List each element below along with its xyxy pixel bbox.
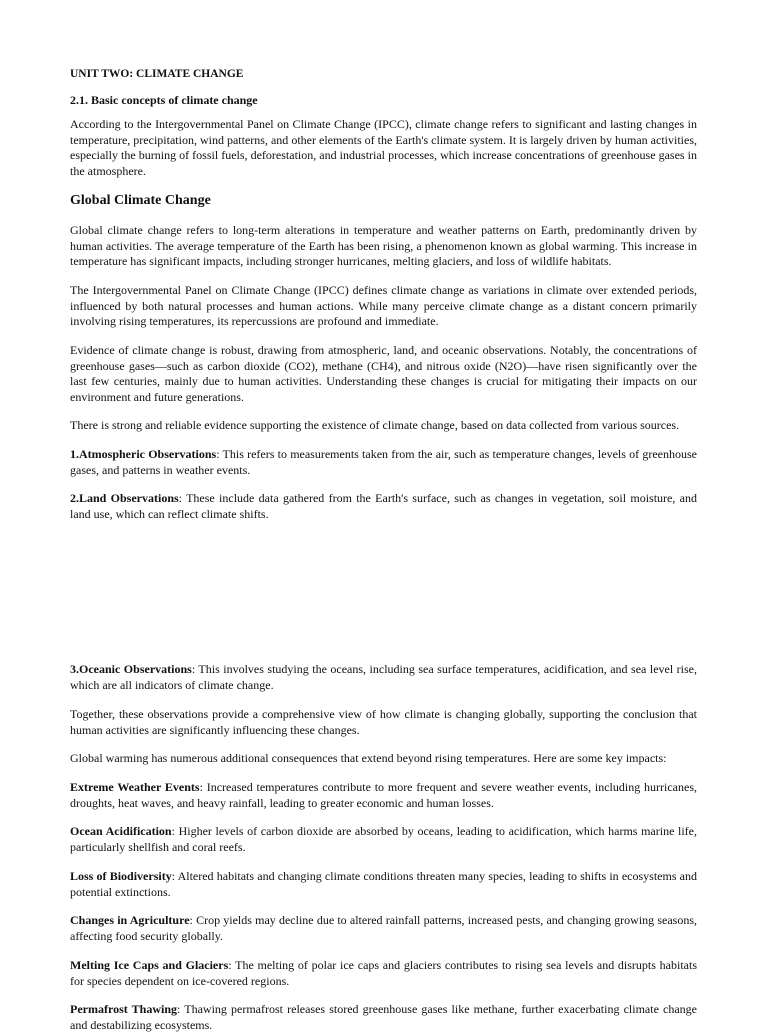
impact-term: Changes in Agriculture [70,913,190,927]
impact-text: : Crop yields may decline due to altered rainfall patterns, increased pests, and changing growing seasons, affecting food security globally. [70,913,698,943]
impact-text: : Altered habitats and changing climate conditions threaten many species, leading to shifts in ecosystems and potential extinctions. [70,869,697,899]
impact-melting-ice [70,958,697,989]
impact-term: Extreme Weather Events [70,780,200,794]
paragraph-ipcc-definition: The Intergovernmental Panel on Climate Change (IPCC) defines climate change as variations in climate over extended periods, influenced by both natural processes and human actions. While many perceive climate change as a distant concern primarily involving rising temperatures, its repercussions are profound and immediate. [70,283,697,329]
impact-text: : The melting of polar ice caps and glaciers contributes to rising sea levels and disrupts habitats for species dependent on ice-covered regions. [70,958,697,988]
impact-text: : Higher levels of carbon dioxide are absorbed by oceans, leading to acidification, which harms marine life, particularly shellfish and coral reefs. [70,824,698,854]
observation-term: 3.Oceanic Observations [70,662,192,676]
observation-text: : These include data gathered from the Earth's surface, such as changes in vegetation, soil moisture, and land use, which can reflect climate shifts. [70,491,697,521]
impact-term: Permafrost Thawing [70,1002,178,1016]
paragraph-strong-evidence: There is strong and reliable evidence supporting the existence of climate change, based on data collected from various sources. [70,418,680,432]
paragraph-evidence: Evidence of climate change is robust, drawing from atmospheric, land, and oceanic observations. Notably, the concentrations of greenhouse gases—such as carbon dioxide (CO2), methane (CH4), and nitrous oxide (N2O)—have risen significantly over the last few centuries, mainly due to human activities. Understanding these changes is crucial for mitigating their impacts on our environment and future generations. [70,343,697,405]
observation-text: : This refers to measurements taken from the air, such as temperature changes, levels of greenhouse gases, and patterns in weather events. [70,447,697,477]
paragraph-impacts-intro: Global warming has numerous additional consequences that extend beyond rising temperatures. Here are some key impacts: [70,751,667,765]
observation-oceanic [70,662,697,693]
impact-term: Loss of Biodiversity [70,869,172,883]
impact-ocean-acidification [70,824,697,855]
document-page [70,0,698,1032]
observation-term: 2.Land Observations [70,491,179,505]
impact-term: Ocean Acidification [70,824,172,838]
paragraph-together: Together, these observations provide a comprehensive view of how climate is changing globally, supporting the conclusion that human activities are significantly influencing these changes. [70,707,697,737]
observation-land [70,491,697,522]
section-title: 2.1. Basic concepts of climate change [70,93,258,107]
observation-atmospheric [70,447,697,478]
paragraph-global-climate-change: Global climate change refers to long-term alterations in temperature and weather patterns on Earth, predominantly driven by human activities. The average temperature of the Earth has been rising, a phenomenon known as global warming. This increase in temperature has significant impacts, including stronger hurricanes, melting glaciers, and loss of wildlife habitats. [70,223,697,269]
observation-term: 1.Atmospheric Observations [70,447,217,461]
impact-text: : Increased temperatures contribute to more frequent and severe weather events, including hurricanes, droughts, heat waves, and heavy rainfall, leading to greater economic and human losses. [70,780,698,810]
impact-changes-in-agriculture [70,913,697,944]
heading-global-climate-change: Global Climate Change [70,193,211,208]
observation-text: : This involves studying the oceans, including sea surface temperatures, acidification, and sea level rise, which are all indicators of climate change. [70,662,697,692]
impact-text: : Thawing permafrost releases stored greenhouse gases like methane, further exacerbating climate change and destabilizing ecosystems. [70,1002,697,1032]
impact-permafrost-thawing [70,1002,697,1033]
unit-title: UNIT TWO: CLIMATE CHANGE [70,68,244,80]
intro-paragraph: According to the Intergovernmental Panel on Climate Change (IPCC), climate change refers to significant and lasting changes in temperature, precipitation, wind patterns, and other elements of the Earth's climate system. It is largely driven by human activities, especially the burning of fossil fuels, deforestation, and industrial processes, which increase concentrations of greenhouse gases in the atmosphere. [70,117,697,179]
impact-term: Melting Ice Caps and Glaciers [70,958,229,972]
impact-extreme-weather [70,780,697,811]
impact-loss-of-biodiversity [70,869,697,900]
